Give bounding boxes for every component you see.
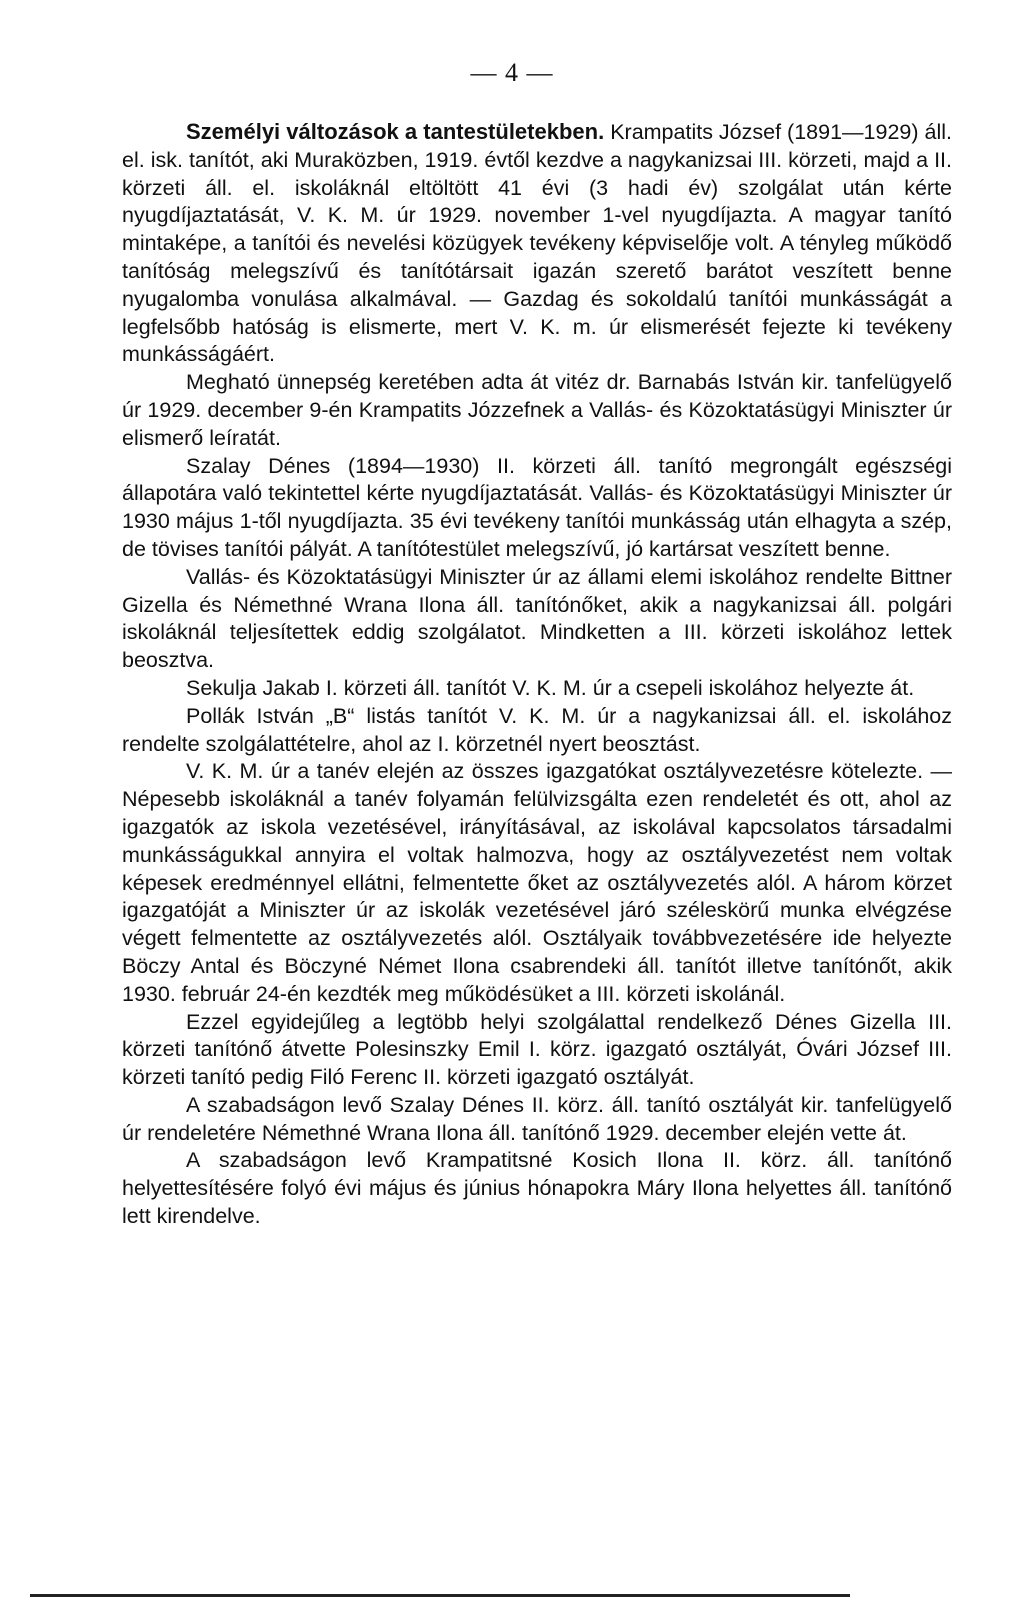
- paragraph-10: A szabadságon levő Krampatitsné Kosich Ilona II. körz. áll. tanítónő helyettesítésére folyó évi május és június hónapokra Máry Ilona helyettes áll. tanítónő lett kirendelve.: [122, 1148, 952, 1229]
- paragraph-9: A szabadságon levő Szalay Dénes II. körz. áll. tanító osztályát kir. tanfelügyelő úr rendeletére Némethné Wrana Ilona áll. tanítónő 1929. december elején vette át.: [122, 1092, 952, 1145]
- paragraph-7: V. K. M. úr a tanév elején az összes igazgatókat osztályvezetésre kötelezte. — Népesebb iskoláknál a tanév folyamán felülvizsgálta ezen rendeletét és ott, ahol az igazgatók az iskola vezetésével, irányításával, az iskolával kapcsolatos társadalmi munkásságukkal annyira el voltak halmozva, hogy az osztályvezetést nem voltak képesek eredménnyel ellátni, felmentette őket az osztályvezetés alól. A három körzet igazgatóját a Miniszter úr az iskolák vezetésével járó széleskörű munka elvégzése végett felmentette az osztályvezetés alól. Osztályaik továbbvezetésére ide helyezte Böczy Antal és Böczyné Német Ilona csabrendeki áll. tanítót illetve tanítónőt, akik 1930. február 24-én kezdték meg működésüket a III. körzeti iskolánál.: [122, 759, 952, 1006]
- paragraph-4: Vallás- és Közoktatásügyi Miniszter úr az állami elemi iskolához rendelte Bittner Gizella és Némethné Wrana Ilona áll. tanítónőket, akik a nagykanizsai áll. polgári iskoláknál teljesítettek eddig szolgálatot. Mindketten a III. körzeti iskolához lettek beosztva.: [122, 564, 952, 673]
- paragraph-1: [122, 118, 952, 369]
- bottom-rule: [30, 1594, 850, 1597]
- paragraph-6: Pollák István „B“ listás tanítót V. K. M. úr a nagykanizsai áll. el. iskolához rendelte szolgálattételre, ahol az I. körzetnél nyert beosztást.: [122, 703, 952, 756]
- paragraph-3: Szalay Dénes (1894—1930) II. körzeti áll. tanító megrongált egészségi állapotára való tekintettel kérte nyugdíjaztatását. Vallás- és Közoktatásügyi Miniszter úr 1930 május 1-től nyugdíjazta. 35 évi tevékeny tanítói munkásság után elhagyta a szép, de tövises tanítói pályát. A tanítótestület melegszívű, jó kartársat veszített benne.: [122, 453, 952, 561]
- page-number: — 4 —: [470, 58, 554, 87]
- paragraph-2: Megható ünnepség keretében adta át vitéz dr. Barnabás István kir. tanfelügyelő úr 1929. december 9-én Krampatits Józzefnek a Vallás- és Közoktatásügyi Miniszter úr elismerő leíratát.: [122, 370, 952, 450]
- body-text: [122, 118, 952, 1231]
- paragraph-1-text: Krampatits József (1891—1929) áll. el. isk. tanítót, aki Muraközben, 1919. évtől kezdve a nagykanizsai III. körzeti, majd a II. körzeti áll. el. iskoláknál eltöltött 41 évi (3 hadi év) szolgálat után kérte nyugdíjaztatását, V. K. M. úr 1929. november 1-vel nyugdíjazta. A magyar tanító mintaképe, a tanítói és nevelési közügyek tevékeny képviselője volt. A tényleg működő tanítóság melegszívű és tanítótársait igazán szerető barátot veszített benne nyugalomba vonulása alkalmával. — Gazdag és sokoldalú tanítói munkásságát a legfelsőbb hatóság is elismerte, mert V. K. m. úr elismerését fejezte ki tevékeny munkásságáért.: [122, 120, 952, 367]
- paragraph-8: Ezzel egyidejűleg a legtöbb helyi szolgálattal rendelkező Dénes Gizella III. körzeti tanítónő átvette Polesinszky Emil I. körz. igazgató osztályát, Óvári József III. körzeti tanító pedig Filó Ferenc II. körzeti igazgató osztályát.: [122, 1009, 952, 1090]
- section-heading: Személyi változások a tantestületekben.: [186, 119, 605, 144]
- paragraph-5: Sekulja Jakab I. körzeti áll. tanítót V. K. M. úr a csepeli iskolához helyezte át.: [186, 675, 915, 700]
